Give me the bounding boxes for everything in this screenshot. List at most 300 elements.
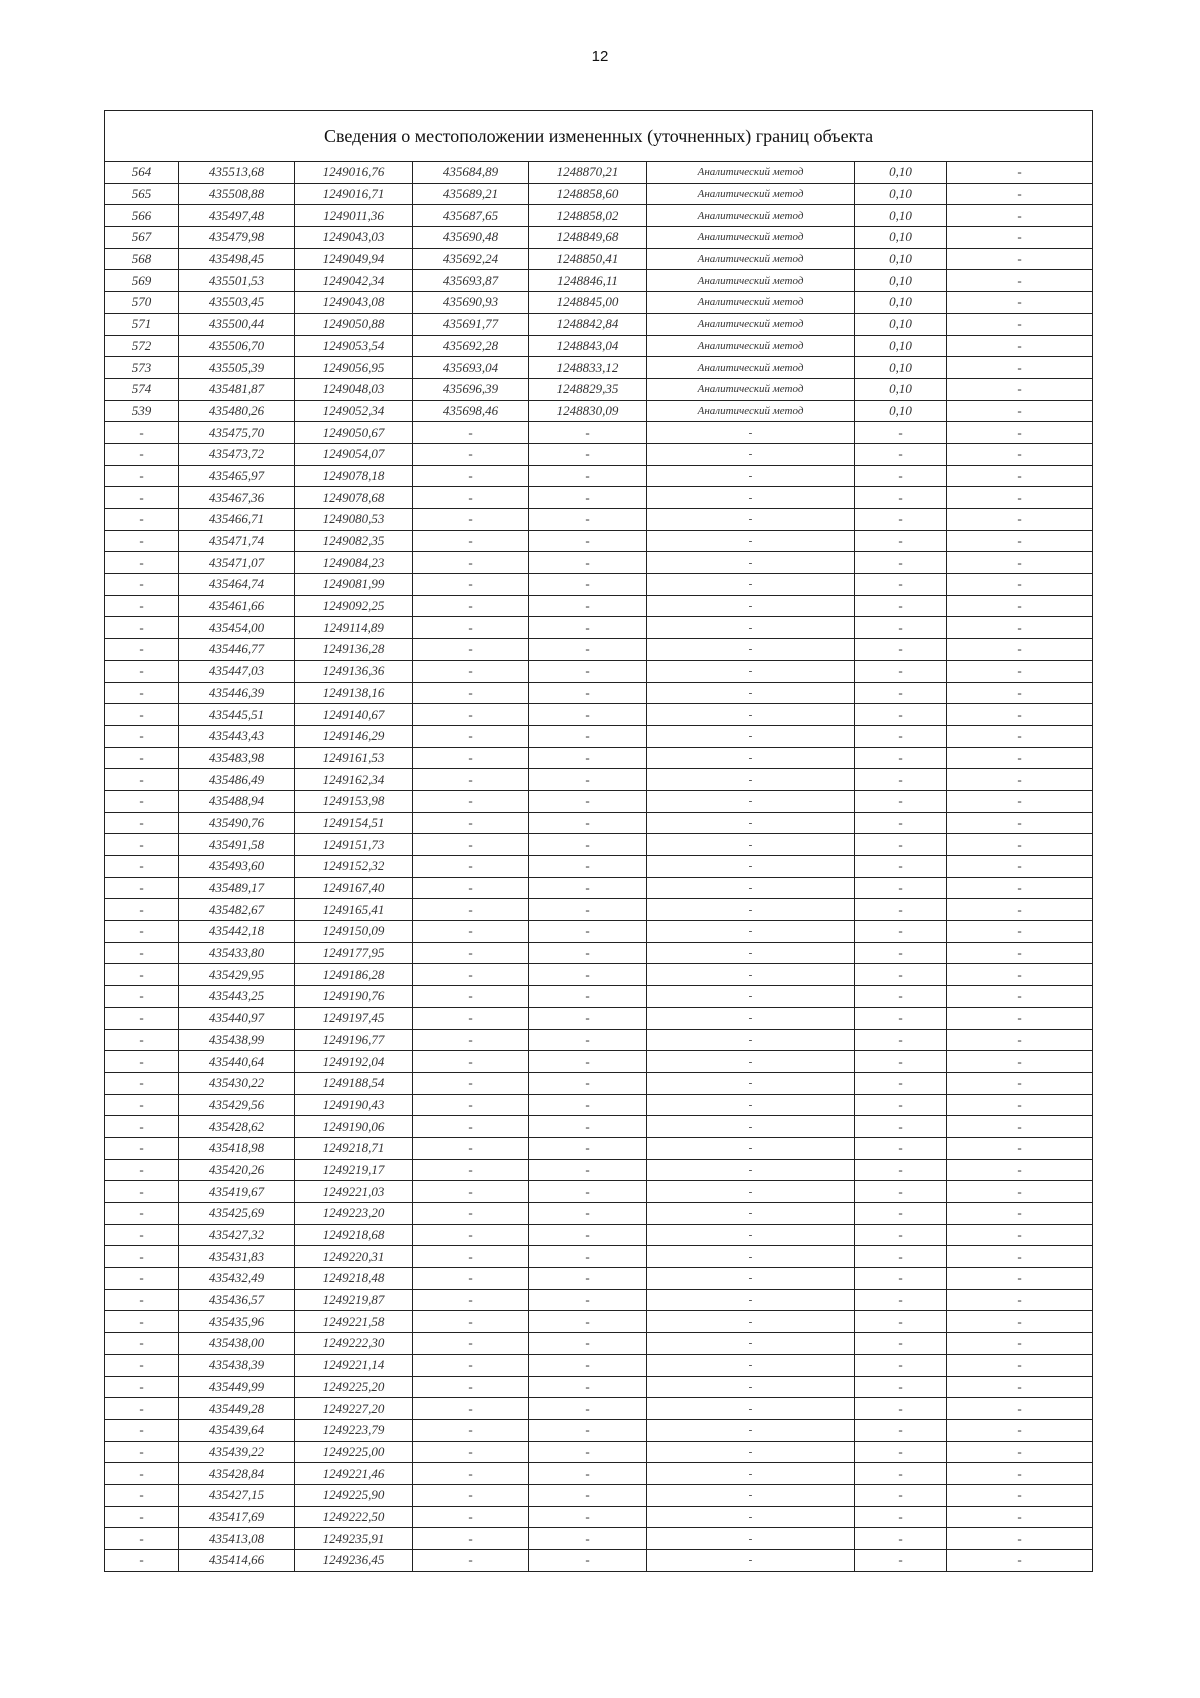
y-coord-cell: 1249219,17: [295, 1159, 413, 1181]
method-cell: -: [647, 530, 855, 552]
point-number-cell: -: [105, 530, 179, 552]
method-cell: -: [647, 1116, 855, 1138]
point-number-cell: -: [105, 1007, 179, 1029]
table-row: [105, 660, 1093, 682]
x-old-cell: -: [413, 942, 529, 964]
table-row: [105, 1354, 1093, 1376]
table-row: [105, 704, 1093, 726]
table-row: [105, 1506, 1093, 1528]
table-row: [105, 834, 1093, 856]
point-number-cell: -: [105, 964, 179, 986]
y-old-cell: 1248833,12: [529, 357, 647, 379]
method-cell: -: [647, 856, 855, 878]
method-cell: Аналитический метод: [647, 292, 855, 314]
y-old-cell: -: [529, 769, 647, 791]
table-row: [105, 1333, 1093, 1355]
x-old-cell: -: [413, 747, 529, 769]
accuracy-cell: -: [855, 617, 947, 639]
method-cell: -: [647, 660, 855, 682]
description-cell: -: [947, 921, 1093, 943]
method-cell: -: [647, 1181, 855, 1203]
coordinates-table: [104, 110, 1093, 1572]
table-row: [105, 1311, 1093, 1333]
point-number-cell: -: [105, 1072, 179, 1094]
table-title: Сведения о местоположении измененных (уточненных) границ объекта: [105, 111, 1093, 162]
point-number-cell: -: [105, 790, 179, 812]
y-coord-cell: 1249056,95: [295, 357, 413, 379]
description-cell: -: [947, 552, 1093, 574]
x-coord-cell: 435501,53: [179, 270, 295, 292]
description-cell: -: [947, 639, 1093, 661]
description-cell: -: [947, 1550, 1093, 1572]
y-old-cell: -: [529, 1051, 647, 1073]
accuracy-cell: 0,10: [855, 313, 947, 335]
y-coord-cell: 1249188,54: [295, 1072, 413, 1094]
description-cell: -: [947, 530, 1093, 552]
y-old-cell: -: [529, 986, 647, 1008]
table-row: [105, 378, 1093, 400]
accuracy-cell: -: [855, 465, 947, 487]
x-old-cell: 435689,21: [413, 183, 529, 205]
y-old-cell: 1248870,21: [529, 162, 647, 184]
accuracy-cell: -: [855, 1268, 947, 1290]
table-row: [105, 1051, 1093, 1073]
point-number-cell: -: [105, 617, 179, 639]
description-cell: -: [947, 1311, 1093, 1333]
method-cell: Аналитический метод: [647, 205, 855, 227]
point-number-cell: -: [105, 1137, 179, 1159]
x-coord-cell: 435414,66: [179, 1550, 295, 1572]
y-coord-cell: 1249219,87: [295, 1289, 413, 1311]
y-coord-cell: 1249138,16: [295, 682, 413, 704]
accuracy-cell: -: [855, 1029, 947, 1051]
accuracy-cell: 0,10: [855, 205, 947, 227]
method-cell: -: [647, 1550, 855, 1572]
x-coord-cell: 435446,39: [179, 682, 295, 704]
x-coord-cell: 435479,98: [179, 227, 295, 249]
y-old-cell: -: [529, 509, 647, 531]
x-old-cell: -: [413, 856, 529, 878]
table-row: [105, 639, 1093, 661]
y-coord-cell: 1249152,32: [295, 856, 413, 878]
x-old-cell: -: [413, 1116, 529, 1138]
y-coord-cell: 1249043,08: [295, 292, 413, 314]
x-old-cell: -: [413, 834, 529, 856]
point-number-cell: -: [105, 1419, 179, 1441]
accuracy-cell: -: [855, 1398, 947, 1420]
point-number-cell: 565: [105, 183, 179, 205]
description-cell: -: [947, 465, 1093, 487]
y-coord-cell: 1249114,89: [295, 617, 413, 639]
table-row: [105, 1224, 1093, 1246]
description-cell: -: [947, 1181, 1093, 1203]
accuracy-cell: -: [855, 1224, 947, 1246]
table-row: [105, 899, 1093, 921]
y-old-cell: -: [529, 899, 647, 921]
y-coord-cell: 1249151,73: [295, 834, 413, 856]
point-number-cell: -: [105, 899, 179, 921]
point-number-cell: 564: [105, 162, 179, 184]
y-old-cell: -: [529, 1354, 647, 1376]
x-old-cell: -: [413, 1051, 529, 1073]
table-row: [105, 1268, 1093, 1290]
x-old-cell: -: [413, 530, 529, 552]
x-coord-cell: 435438,99: [179, 1029, 295, 1051]
accuracy-cell: -: [855, 1550, 947, 1572]
x-old-cell: 435692,28: [413, 335, 529, 357]
y-coord-cell: 1249192,04: [295, 1051, 413, 1073]
accuracy-cell: 0,10: [855, 378, 947, 400]
x-old-cell: 435692,24: [413, 248, 529, 270]
method-cell: -: [647, 1159, 855, 1181]
accuracy-cell: -: [855, 1354, 947, 1376]
y-old-cell: -: [529, 747, 647, 769]
point-number-cell: -: [105, 552, 179, 574]
x-coord-cell: 435506,70: [179, 335, 295, 357]
x-old-cell: 435698,46: [413, 400, 529, 422]
x-coord-cell: 435505,39: [179, 357, 295, 379]
description-cell: -: [947, 1398, 1093, 1420]
x-coord-cell: 435440,97: [179, 1007, 295, 1029]
y-old-cell: -: [529, 660, 647, 682]
x-old-cell: -: [413, 790, 529, 812]
method-cell: -: [647, 1311, 855, 1333]
method-cell: -: [647, 1398, 855, 1420]
accuracy-cell: -: [855, 1506, 947, 1528]
point-number-cell: -: [105, 725, 179, 747]
method-cell: -: [647, 1094, 855, 1116]
accuracy-cell: 0,10: [855, 270, 947, 292]
description-cell: -: [947, 1441, 1093, 1463]
y-old-cell: -: [529, 1029, 647, 1051]
method-cell: -: [647, 942, 855, 964]
x-old-cell: -: [413, 1463, 529, 1485]
point-number-cell: 572: [105, 335, 179, 357]
x-coord-cell: 435488,94: [179, 790, 295, 812]
table-row: [105, 1441, 1093, 1463]
table-row: [105, 1159, 1093, 1181]
y-old-cell: -: [529, 921, 647, 943]
x-coord-cell: 435480,26: [179, 400, 295, 422]
method-cell: -: [647, 487, 855, 509]
method-cell: -: [647, 1007, 855, 1029]
y-coord-cell: 1249236,45: [295, 1550, 413, 1572]
description-cell: -: [947, 1376, 1093, 1398]
description-cell: -: [947, 877, 1093, 899]
description-cell: -: [947, 1072, 1093, 1094]
y-coord-cell: 1249223,79: [295, 1419, 413, 1441]
method-cell: -: [647, 1506, 855, 1528]
description-cell: -: [947, 183, 1093, 205]
point-number-cell: 566: [105, 205, 179, 227]
point-number-cell: -: [105, 812, 179, 834]
y-coord-cell: 1249235,91: [295, 1528, 413, 1550]
y-coord-cell: 1249140,67: [295, 704, 413, 726]
accuracy-cell: -: [855, 1181, 947, 1203]
description-cell: -: [947, 1268, 1093, 1290]
description-cell: -: [947, 1051, 1093, 1073]
y-old-cell: 1248830,09: [529, 400, 647, 422]
table-row: [105, 1246, 1093, 1268]
y-coord-cell: 1249165,41: [295, 899, 413, 921]
y-coord-cell: 1249221,14: [295, 1354, 413, 1376]
table-row: [105, 1181, 1093, 1203]
accuracy-cell: -: [855, 986, 947, 1008]
method-cell: -: [647, 921, 855, 943]
description-cell: -: [947, 1484, 1093, 1506]
y-old-cell: -: [529, 422, 647, 444]
description-cell: -: [947, 986, 1093, 1008]
table-row: [105, 595, 1093, 617]
description-cell: -: [947, 400, 1093, 422]
y-coord-cell: 1249196,77: [295, 1029, 413, 1051]
accuracy-cell: -: [855, 1376, 947, 1398]
description-cell: -: [947, 790, 1093, 812]
point-number-cell: -: [105, 682, 179, 704]
method-cell: -: [647, 639, 855, 661]
y-coord-cell: 1249190,43: [295, 1094, 413, 1116]
x-coord-cell: 435428,84: [179, 1463, 295, 1485]
x-old-cell: 435684,89: [413, 162, 529, 184]
accuracy-cell: -: [855, 1007, 947, 1029]
y-old-cell: -: [529, 1268, 647, 1290]
x-old-cell: 435693,87: [413, 270, 529, 292]
description-cell: -: [947, 205, 1093, 227]
x-coord-cell: 435427,15: [179, 1484, 295, 1506]
point-number-cell: -: [105, 1441, 179, 1463]
x-old-cell: -: [413, 1550, 529, 1572]
table-row: [105, 1376, 1093, 1398]
table-row: [105, 812, 1093, 834]
method-cell: -: [647, 574, 855, 596]
accuracy-cell: -: [855, 1528, 947, 1550]
x-old-cell: -: [413, 877, 529, 899]
table-row: [105, 769, 1093, 791]
y-coord-cell: 1249078,18: [295, 465, 413, 487]
y-coord-cell: 1249223,20: [295, 1203, 413, 1225]
description-cell: -: [947, 1094, 1093, 1116]
y-coord-cell: 1249050,88: [295, 313, 413, 335]
page-number: 12: [591, 48, 609, 65]
y-coord-cell: 1249011,36: [295, 205, 413, 227]
y-coord-cell: 1249225,90: [295, 1484, 413, 1506]
point-number-cell: -: [105, 1094, 179, 1116]
x-coord-cell: 435471,74: [179, 530, 295, 552]
point-number-cell: -: [105, 986, 179, 1008]
description-cell: -: [947, 1116, 1093, 1138]
point-number-cell: -: [105, 1289, 179, 1311]
point-number-cell: -: [105, 1203, 179, 1225]
y-coord-cell: 1249052,34: [295, 400, 413, 422]
description-cell: -: [947, 162, 1093, 184]
accuracy-cell: 0,10: [855, 400, 947, 422]
method-cell: -: [647, 812, 855, 834]
accuracy-cell: 0,10: [855, 227, 947, 249]
y-old-cell: -: [529, 1181, 647, 1203]
y-old-cell: -: [529, 725, 647, 747]
y-coord-cell: 1249078,68: [295, 487, 413, 509]
x-old-cell: -: [413, 1376, 529, 1398]
y-coord-cell: 1249016,71: [295, 183, 413, 205]
point-number-cell: -: [105, 1311, 179, 1333]
y-coord-cell: 1249218,48: [295, 1268, 413, 1290]
point-number-cell: -: [105, 1506, 179, 1528]
method-cell: -: [647, 1376, 855, 1398]
accuracy-cell: -: [855, 1072, 947, 1094]
description-cell: -: [947, 487, 1093, 509]
accuracy-cell: -: [855, 1419, 947, 1441]
accuracy-cell: -: [855, 1333, 947, 1355]
table-row: [105, 921, 1093, 943]
point-number-cell: -: [105, 1484, 179, 1506]
y-old-cell: -: [529, 443, 647, 465]
x-coord-cell: 435486,49: [179, 769, 295, 791]
x-coord-cell: 435467,36: [179, 487, 295, 509]
method-cell: -: [647, 1224, 855, 1246]
x-coord-cell: 435461,66: [179, 595, 295, 617]
method-cell: Аналитический метод: [647, 313, 855, 335]
x-old-cell: -: [413, 964, 529, 986]
point-number-cell: -: [105, 509, 179, 531]
x-coord-cell: 435445,51: [179, 704, 295, 726]
point-number-cell: 569: [105, 270, 179, 292]
x-coord-cell: 435503,45: [179, 292, 295, 314]
accuracy-cell: -: [855, 1094, 947, 1116]
method-cell: -: [647, 443, 855, 465]
y-old-cell: -: [529, 552, 647, 574]
y-coord-cell: 1249222,30: [295, 1333, 413, 1355]
x-old-cell: -: [413, 1528, 529, 1550]
x-coord-cell: 435447,03: [179, 660, 295, 682]
description-cell: -: [947, 270, 1093, 292]
y-old-cell: -: [529, 1528, 647, 1550]
table-row: [105, 574, 1093, 596]
accuracy-cell: -: [855, 1246, 947, 1268]
x-coord-cell: 435482,67: [179, 899, 295, 921]
y-coord-cell: 1249049,94: [295, 248, 413, 270]
x-coord-cell: 435443,25: [179, 986, 295, 1008]
x-old-cell: -: [413, 1484, 529, 1506]
y-old-cell: 1248858,60: [529, 183, 647, 205]
description-cell: -: [947, 682, 1093, 704]
method-cell: -: [647, 1419, 855, 1441]
x-old-cell: 435690,93: [413, 292, 529, 314]
accuracy-cell: -: [855, 1484, 947, 1506]
table-row: [105, 443, 1093, 465]
point-number-cell: 573: [105, 357, 179, 379]
description-cell: -: [947, 378, 1093, 400]
x-coord-cell: 435429,56: [179, 1094, 295, 1116]
y-old-cell: 1248846,11: [529, 270, 647, 292]
x-old-cell: -: [413, 443, 529, 465]
x-old-cell: -: [413, 1181, 529, 1203]
y-coord-cell: 1249190,76: [295, 986, 413, 1008]
y-old-cell: -: [529, 1116, 647, 1138]
y-coord-cell: 1249048,03: [295, 378, 413, 400]
method-cell: Аналитический метод: [647, 378, 855, 400]
method-cell: -: [647, 465, 855, 487]
method-cell: Аналитический метод: [647, 335, 855, 357]
accuracy-cell: -: [855, 747, 947, 769]
point-number-cell: -: [105, 877, 179, 899]
point-number-cell: -: [105, 1116, 179, 1138]
y-old-cell: -: [529, 1333, 647, 1355]
point-number-cell: -: [105, 1463, 179, 1485]
table-row: [105, 162, 1093, 184]
accuracy-cell: -: [855, 487, 947, 509]
y-coord-cell: 1249221,58: [295, 1311, 413, 1333]
description-cell: -: [947, 227, 1093, 249]
x-coord-cell: 435454,00: [179, 617, 295, 639]
description-cell: -: [947, 357, 1093, 379]
table-row: [105, 856, 1093, 878]
description-cell: -: [947, 725, 1093, 747]
table-row: [105, 270, 1093, 292]
accuracy-cell: 0,10: [855, 183, 947, 205]
y-coord-cell: 1249080,53: [295, 509, 413, 531]
x-coord-cell: 435508,88: [179, 183, 295, 205]
y-old-cell: -: [529, 1094, 647, 1116]
point-number-cell: -: [105, 1029, 179, 1051]
description-cell: -: [947, 1289, 1093, 1311]
table-row: [105, 877, 1093, 899]
x-old-cell: 435696,39: [413, 378, 529, 400]
x-coord-cell: 435498,45: [179, 248, 295, 270]
y-coord-cell: 1249190,06: [295, 1116, 413, 1138]
point-number-cell: -: [105, 1159, 179, 1181]
method-cell: -: [647, 769, 855, 791]
y-coord-cell: 1249186,28: [295, 964, 413, 986]
point-number-cell: -: [105, 1376, 179, 1398]
point-number-cell: -: [105, 639, 179, 661]
y-coord-cell: 1249053,54: [295, 335, 413, 357]
x-old-cell: -: [413, 1441, 529, 1463]
description-cell: -: [947, 747, 1093, 769]
description-cell: -: [947, 574, 1093, 596]
point-number-cell: 539: [105, 400, 179, 422]
table-row: [105, 335, 1093, 357]
x-old-cell: -: [413, 1506, 529, 1528]
x-coord-cell: 435443,43: [179, 725, 295, 747]
accuracy-cell: -: [855, 443, 947, 465]
x-old-cell: -: [413, 465, 529, 487]
x-coord-cell: 435489,17: [179, 877, 295, 899]
x-coord-cell: 435432,49: [179, 1268, 295, 1290]
y-old-cell: -: [529, 834, 647, 856]
accuracy-cell: -: [855, 769, 947, 791]
x-coord-cell: 435419,67: [179, 1181, 295, 1203]
accuracy-cell: 0,10: [855, 248, 947, 270]
point-number-cell: -: [105, 769, 179, 791]
y-old-cell: -: [529, 1550, 647, 1572]
x-old-cell: -: [413, 769, 529, 791]
accuracy-cell: -: [855, 856, 947, 878]
x-old-cell: -: [413, 509, 529, 531]
method-cell: -: [647, 1072, 855, 1094]
table-row: [105, 1116, 1093, 1138]
description-cell: -: [947, 617, 1093, 639]
table-row: [105, 1137, 1093, 1159]
x-old-cell: -: [413, 1419, 529, 1441]
y-old-cell: -: [529, 1506, 647, 1528]
method-cell: -: [647, 1137, 855, 1159]
x-old-cell: -: [413, 704, 529, 726]
x-coord-cell: 435430,22: [179, 1072, 295, 1094]
method-cell: Аналитический метод: [647, 270, 855, 292]
method-cell: -: [647, 790, 855, 812]
description-cell: -: [947, 335, 1093, 357]
point-number-cell: 571: [105, 313, 179, 335]
